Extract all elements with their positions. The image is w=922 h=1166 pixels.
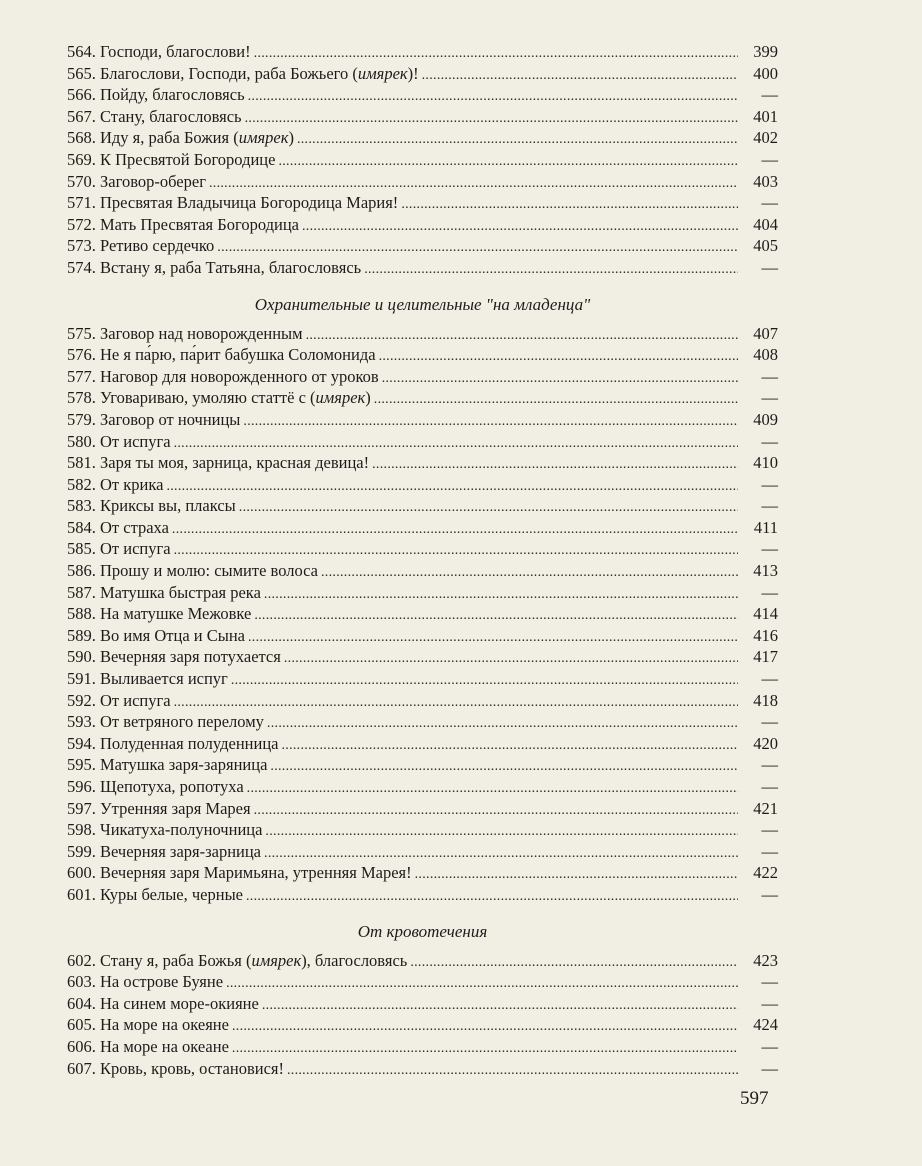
toc-entry <box>67 582 778 604</box>
toc-entry <box>67 668 778 690</box>
dot-leader <box>374 389 738 411</box>
entry-title <box>67 517 169 539</box>
entry-page-number: 399 <box>753 42 778 61</box>
toc-entry <box>67 819 778 841</box>
entry-title-text: 606. На море на океане <box>67 1036 229 1056</box>
entry-title-text: 582. От крика <box>67 474 164 494</box>
dot-leader <box>297 129 738 151</box>
entry-title-text: 600. Вечерняя заря Маримьяна, утренняя Марея! <box>67 863 412 883</box>
entry-title <box>67 560 318 582</box>
entry-title-text: 570. Заговор-оберег <box>67 171 206 191</box>
toc-entry <box>67 841 778 863</box>
entry-page-number: 411 <box>753 517 778 537</box>
toc-entry <box>67 993 778 1015</box>
toc-entry <box>67 257 778 279</box>
entry-title <box>67 993 259 1015</box>
entry-title <box>67 235 214 257</box>
dot-leader <box>382 368 738 390</box>
toc-entry <box>67 517 778 539</box>
entry-title <box>67 171 206 193</box>
entry-title <box>67 971 223 993</box>
toc-entry <box>67 776 778 798</box>
entry-title-text: 576. Не я па́рю, па́рит бабушка Соломонида <box>67 345 376 365</box>
toc-entry <box>67 431 778 453</box>
entry-title <box>67 366 379 388</box>
dot-leader <box>254 605 738 627</box>
entry-page-number: 408 <box>753 345 778 365</box>
entry-title-italic: имярек <box>251 950 302 970</box>
entry-page-number: — <box>761 712 778 732</box>
entry-title-text: 592. От испуга <box>67 690 171 710</box>
dot-leader <box>306 325 738 347</box>
entry-title <box>67 149 275 171</box>
entry-title-suffix: ), благословясь <box>301 950 408 970</box>
entry-title <box>67 841 261 863</box>
toc-entry <box>67 171 778 193</box>
dot-leader <box>209 173 738 195</box>
toc-entry <box>67 733 778 755</box>
entry-title <box>67 819 262 841</box>
dot-leader <box>174 540 738 562</box>
entry-title-text: 583. Криксы вы, плаксы <box>67 496 236 516</box>
entry-page-number: 417 <box>753 647 778 667</box>
entry-page-number: — <box>761 972 778 992</box>
entry-title-text: 598. Чикатуха-полуночница <box>67 820 263 840</box>
entry-title <box>67 711 264 733</box>
entry-title <box>67 1014 229 1036</box>
toc-entry <box>67 323 778 345</box>
entry-title-text: 577. Наговор для новорожденного от уроков <box>67 366 379 386</box>
toc-entry <box>67 950 778 972</box>
dot-leader <box>232 1038 738 1060</box>
toc-entry <box>67 862 778 884</box>
toc-entry <box>67 646 778 668</box>
entry-page-number: — <box>761 388 778 408</box>
entry-title-suffix: ) <box>365 388 371 408</box>
entry-page-number: — <box>761 841 778 861</box>
entry-title <box>67 668 228 690</box>
dot-leader <box>217 237 738 259</box>
entry-title-text: 597. Утренняя заря Марея <box>67 798 251 818</box>
entry-title <box>67 84 245 106</box>
toc-entry <box>67 106 778 128</box>
entry-title <box>67 733 278 755</box>
entry-page-number: 402 <box>753 128 778 148</box>
dot-leader <box>410 952 738 974</box>
entry-page-number: 400 <box>753 63 778 83</box>
entry-page-number: — <box>761 820 778 840</box>
entry-page-number: 405 <box>753 236 778 256</box>
entry-title-text: 579. Заговор от ночницы <box>67 409 241 429</box>
entry-title-text: 569. К Пресвятой Богородице <box>67 149 276 169</box>
dot-leader <box>372 454 738 476</box>
entry-title-text: 605. На море на океяне <box>67 1015 229 1035</box>
toc-entry <box>67 214 778 236</box>
entry-page-number: — <box>761 193 778 213</box>
entry-title-text: 595. Матушка заря-заряница <box>67 755 268 775</box>
toc-entry <box>67 366 778 388</box>
dot-leader <box>174 692 738 714</box>
entry-page-number: — <box>761 539 778 559</box>
entry-title <box>67 950 407 972</box>
entry-title <box>67 106 242 128</box>
entry-title <box>67 646 281 668</box>
dot-leader <box>281 735 738 757</box>
entry-title <box>67 538 171 560</box>
entry-title <box>67 127 294 149</box>
dot-leader <box>264 584 738 606</box>
section-heading: От кровотечения <box>357 921 488 941</box>
entry-title <box>67 387 371 409</box>
table-of-contents <box>67 41 778 1079</box>
dot-leader <box>264 843 738 865</box>
entry-title-text: 585. От испуга <box>67 539 171 559</box>
entry-title-text: 573. Ретиво сердечко <box>67 236 215 256</box>
entry-title <box>67 344 376 366</box>
entry-page-number: 424 <box>753 1015 778 1035</box>
entry-title <box>67 452 369 474</box>
toc-entry <box>67 452 778 474</box>
entry-title-italic: имярек <box>357 63 408 83</box>
dot-leader <box>415 864 738 886</box>
entry-title <box>67 1036 229 1058</box>
entry-title <box>67 192 398 214</box>
entry-title-text: 575. Заговор над новорожденным <box>67 323 303 343</box>
page-number: 597 <box>740 1088 769 1109</box>
dot-leader <box>166 476 738 498</box>
entry-title-text: 601. Куры белые, черные <box>67 884 243 904</box>
section-heading: Охранительные и целительные "на младенца" <box>254 294 591 314</box>
toc-entry <box>67 149 778 171</box>
entry-title <box>67 884 243 906</box>
dot-leader <box>248 86 738 108</box>
entry-title <box>67 63 419 85</box>
entry-page-number: 404 <box>753 214 778 234</box>
entry-page-number: — <box>761 1058 778 1078</box>
dot-leader <box>254 43 738 65</box>
entry-title-text: 586. Прошу и молю: сымите волоса <box>67 561 318 581</box>
entry-title <box>67 214 299 236</box>
entry-page-number: — <box>761 993 778 1013</box>
dot-leader <box>245 108 738 130</box>
entry-title <box>67 495 236 517</box>
toc-entry <box>67 409 778 431</box>
dot-leader <box>302 216 738 238</box>
entry-title <box>67 257 361 279</box>
entry-title-text: 596. Щепотуха, ропотуха <box>67 777 244 796</box>
entry-page-number: — <box>761 496 778 516</box>
entry-title-text: 591. Выливается испуг <box>67 669 228 689</box>
entry-page-number: — <box>761 366 778 386</box>
entry-title-text: 564. Господи, благослови! <box>67 42 251 61</box>
entry-title-italic: имярек <box>315 388 366 408</box>
toc-entry <box>67 1058 778 1080</box>
dot-leader <box>254 800 738 822</box>
entry-title-text: 594. Полуденная полуденница <box>67 733 279 753</box>
entry-page-number: — <box>761 257 778 277</box>
toc-entry <box>67 690 778 712</box>
dot-leader <box>239 497 738 519</box>
entry-title <box>67 41 251 63</box>
toc-entry <box>67 495 778 517</box>
entry-page-number: — <box>761 777 778 796</box>
entry-title <box>67 798 251 820</box>
entry-title <box>67 1058 284 1080</box>
entry-title-text: 574. Встану я, раба Татьяна, благословясь <box>67 257 362 277</box>
entry-title <box>67 754 267 776</box>
entry-title <box>67 603 251 625</box>
entry-title-text: 571. Пресвятая Владычица Богородица Мария! <box>67 193 399 213</box>
dot-leader <box>247 778 738 800</box>
toc-entry <box>67 1036 778 1058</box>
dot-leader <box>270 756 738 778</box>
toc-entry <box>67 754 778 776</box>
entry-title <box>67 582 261 604</box>
dot-leader <box>174 433 738 455</box>
entry-title <box>67 323 303 345</box>
toc-entry <box>67 387 778 409</box>
entry-page-number: — <box>761 669 778 689</box>
entry-title-text: 603. На острове Буяне <box>67 972 224 992</box>
entry-page-number: 416 <box>753 625 778 645</box>
entry-title-text: 607. Кровь, кровь, остановися! <box>67 1058 284 1078</box>
entry-page-number: — <box>761 755 778 775</box>
dot-leader <box>243 411 738 433</box>
toc-entry <box>67 538 778 560</box>
entry-page-number: — <box>761 149 778 169</box>
dot-leader <box>401 194 738 216</box>
entry-title-text: 578. Уговариваю, умоляю статтё с ( <box>67 388 316 408</box>
entry-title <box>67 862 412 884</box>
dot-leader <box>232 1016 738 1038</box>
toc-entry <box>67 798 778 820</box>
entry-page-number: 423 <box>753 950 778 970</box>
entry-title-text: 566. Пойду, благословясь <box>67 85 245 105</box>
toc-entry <box>67 84 778 106</box>
entry-title-text: 604. На синем море-окияне <box>67 993 259 1013</box>
entry-page-number: 421 <box>753 798 778 818</box>
dot-leader <box>265 821 738 843</box>
dot-leader <box>364 259 738 281</box>
entry-title-text: 588. На матушке Межовке <box>67 604 252 624</box>
entry-title-text: 567. Стану, благословясь <box>67 106 242 126</box>
toc-entry <box>67 41 778 63</box>
entry-page-number: 413 <box>753 561 778 581</box>
entry-page-number: 420 <box>753 733 778 753</box>
dot-leader <box>226 973 738 995</box>
entry-page-number: 410 <box>753 453 778 473</box>
entry-title-suffix: ) <box>288 128 294 148</box>
entry-page-number: — <box>761 85 778 105</box>
toc-entry <box>67 603 778 625</box>
entry-title-text: 599. Вечерняя заря-зарница <box>67 841 262 861</box>
toc-entry <box>67 474 778 496</box>
toc-entry <box>67 711 778 733</box>
dot-leader <box>267 713 738 735</box>
entry-title-text: 568. Иду я, раба Божия ( <box>67 128 239 148</box>
dot-leader <box>278 151 738 173</box>
entry-title <box>67 431 171 453</box>
entry-title-text: 581. Заря ты моя, зарница, красная девица! <box>67 453 370 473</box>
entry-title-text: 572. Мать Пресвятая Богородица <box>67 214 299 234</box>
entry-title-text: 589. Во имя Отца и Сына <box>67 625 245 645</box>
dot-leader <box>284 648 738 670</box>
dot-leader <box>321 562 738 584</box>
entry-page-number: — <box>761 431 778 451</box>
dot-leader <box>172 519 738 541</box>
entry-page-number: — <box>761 1036 778 1056</box>
entry-page-number: 414 <box>753 604 778 624</box>
entry-page-number: 403 <box>753 171 778 191</box>
entry-title-text: 565. Благослови, Господи, раба Божьего ( <box>67 63 358 83</box>
entry-title-text: 587. Матушка быстрая река <box>67 582 261 602</box>
toc-entry <box>67 63 778 85</box>
entry-page-number: — <box>761 474 778 494</box>
toc-entry <box>67 1014 778 1036</box>
entry-page-number: 422 <box>753 863 778 883</box>
dot-leader <box>287 1060 738 1082</box>
entry-page-number: 407 <box>753 323 778 343</box>
dot-leader <box>246 886 738 908</box>
entry-page-number: 409 <box>753 409 778 429</box>
entry-title-text: 602. Стану я, раба Божья ( <box>67 950 252 970</box>
dot-leader <box>422 65 738 87</box>
entry-title <box>67 690 171 712</box>
entry-title-text: 580. От испуга <box>67 431 171 451</box>
entry-title-suffix: )! <box>407 63 419 83</box>
entry-title-text: 584. От страха <box>67 517 169 537</box>
entry-page-number: 401 <box>753 106 778 126</box>
entry-title <box>67 409 240 431</box>
entry-page-number: 418 <box>753 690 778 710</box>
toc-entry <box>67 625 778 647</box>
entry-title-text: 593. От ветряного переломy <box>67 712 264 732</box>
entry-page-number: — <box>761 582 778 602</box>
dot-leader <box>248 627 738 649</box>
entry-page-number: — <box>761 884 778 904</box>
toc-entry <box>67 127 778 149</box>
dot-leader <box>262 995 738 1017</box>
toc-entry <box>67 971 778 993</box>
entry-title <box>67 776 244 798</box>
entry-title-italic: имярек <box>238 128 289 148</box>
dot-leader <box>379 346 738 368</box>
toc-entry <box>67 192 778 214</box>
toc-entry <box>67 235 778 257</box>
entry-title <box>67 474 163 496</box>
toc-entry <box>67 344 778 366</box>
toc-entry <box>67 884 778 906</box>
dot-leader <box>231 670 738 692</box>
toc-entry <box>67 560 778 582</box>
entry-title <box>67 625 245 647</box>
entry-title-text: 590. Вечерняя заря потухается <box>67 647 281 667</box>
